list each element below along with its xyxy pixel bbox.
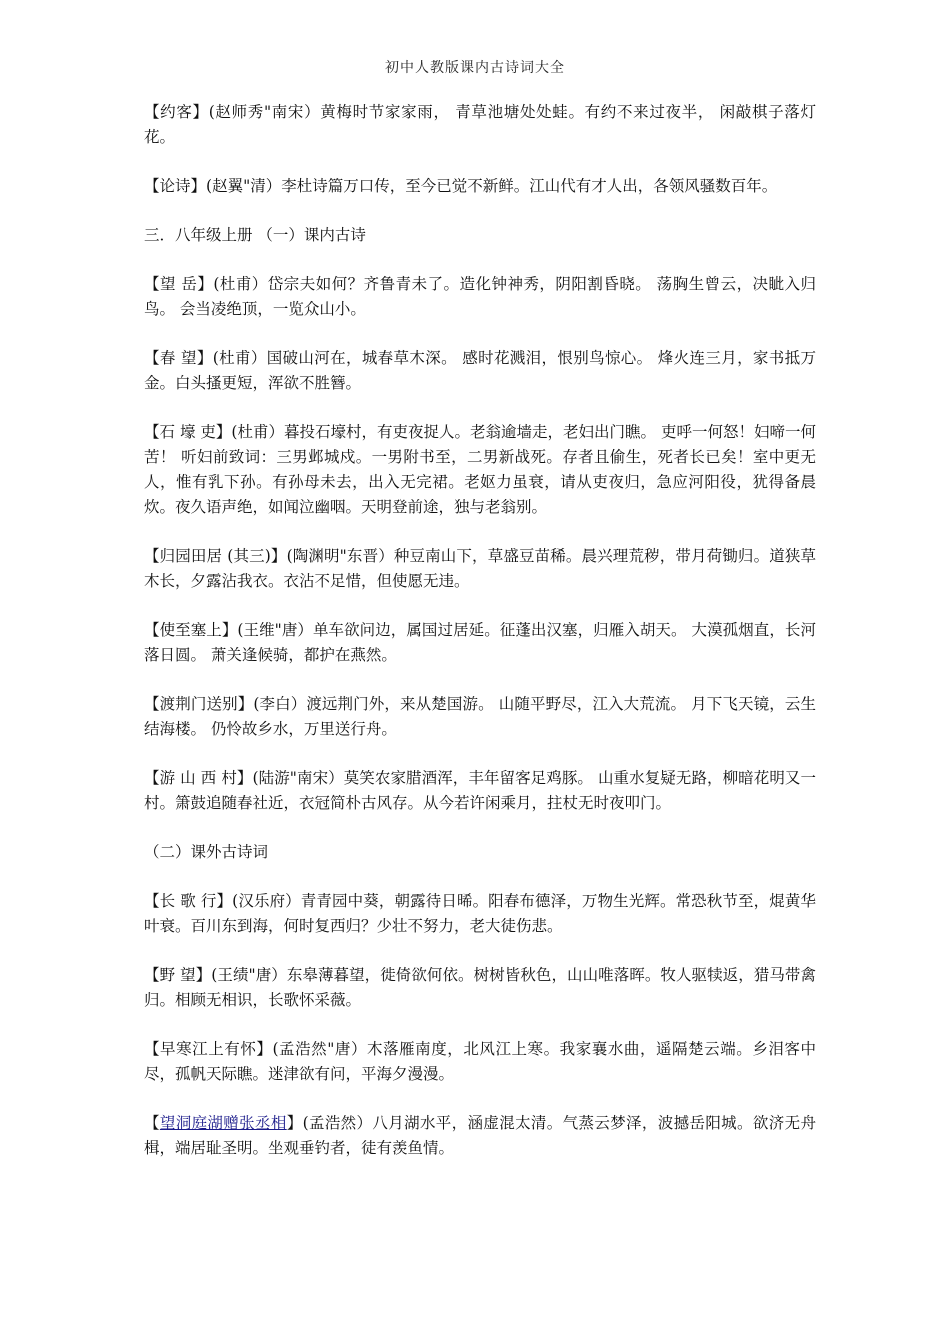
poem-wangyue <box>144 272 816 322</box>
poem-body: (王维"唐）单车欲问边，属国过居延。征蓬出汉塞，归雁入胡天。 大漠孤烟直，长河落日圆。 萧关逢候骑，都护在燕然。 <box>144 621 816 664</box>
poem-title: 【归园田居 (其三)】 <box>144 547 287 565</box>
poem-title: 【石 壕 吏】 <box>144 423 232 441</box>
poem-title: 【春 望】 <box>144 349 213 367</box>
poem-body: (王绩"唐）东皋薄暮望，徙倚欲何依。树树皆秋色，山山唯落晖。牧人驱犊返，猎马带禽归。相顾无相识，长歌怀采薇。 <box>144 966 816 1009</box>
poem-changgexing <box>144 889 816 939</box>
poem-body: (孟浩然）八月湖水平，涵虚混太清。气蒸云梦泽，波撼岳阳城。欲济无舟楫，端居耻圣明。坐观垂钓者，徒有羡鱼情。 <box>144 1114 816 1157</box>
poem-title: 【游 山 西 村】 <box>144 769 253 787</box>
poem-body: (陶渊明"东晋）种豆南山下，草盛豆苗稀。晨兴理荒秽，带月荷锄归。道狭草木长，夕露沾我衣。衣沾不足惜，但使愿无违。 <box>144 547 816 590</box>
poem-title: 【渡荆门送别】 <box>144 695 254 713</box>
poem-body: (赵翼"清）李杜诗篇万口传，至今已觉不新鲜。江山代有才人出，各领风骚数百年。 <box>206 177 778 195</box>
poem-chunwang <box>144 346 816 396</box>
poem-title: 【约客】 <box>144 103 209 121</box>
document-body <box>144 100 816 1185</box>
section-heading-grade8: 三．八年级上册 （一）课内古诗 <box>144 226 366 244</box>
poem-body: (杜甫）岱宗夫如何？齐鲁青未了。造化钟神秀，阴阳割昏晓。 荡胸生曾云，决眦入归鸟。 会当凌绝顶，一览众山小。 <box>144 275 816 318</box>
poem-yueke <box>144 100 816 150</box>
poem-body: (杜甫）国破山河在，城春草木深。 感时花溅泪，恨别鸟惊心。 烽火连三月，家书抵万金。白头搔更短，浑欲不胜簪。 <box>144 349 816 392</box>
poem-zaohanjiangshangyouhuai <box>144 1037 816 1087</box>
poem-youshanxicun <box>144 766 816 816</box>
poem-body: (汉乐府）青青园中葵，朝露待日晞。阳春布德泽，万物生光辉。常恐秋节至，焜黄华叶衰。百川东到海，何时复西归？少壮不努力，老大徒伤悲。 <box>144 892 816 935</box>
poem-body: (李白）渡远荆门外，来从楚国游。 山随平野尽，江入大荒流。 月下飞天镜，云生结海楼。 仍怜故乡水，万里送行舟。 <box>144 695 816 738</box>
poem-body: (孟浩然"唐）木落雁南度，北风江上寒。我家襄水曲，遥隔楚云端。乡泪客中尽，孤帆天际瞧。迷津欲有问，平海夕漫漫。 <box>144 1040 816 1083</box>
poem-body: (杜甫）暮投石壕村，有吏夜捉人。老翁逾墙走，老妇出门瞧。 吏呼一何怒！妇啼一何苦！ 听妇前致词：三男邺城戍。一男附书至，二男新战死。存者且偷生，死者长已矣！室中更无人，惟有乳下孙。有孙母未去，出入无完裙。老妪力虽衰，请从吏夜归，急应河阳役，犹得备晨炊。夜久语声绝，如闻泣幽咽。天明登前途，独与老翁别。 <box>144 423 816 516</box>
poem-title: 【长 歌 行】 <box>144 892 233 910</box>
poem-title: 【望 岳】 <box>144 275 214 293</box>
poem-title-bracket-close: 】 <box>286 1114 303 1132</box>
poem-title: 【论诗】 <box>144 177 207 195</box>
poem-title: 【使至塞上】 <box>144 621 238 639</box>
poem-guiyuantianju <box>144 544 816 594</box>
poem-lunshi <box>144 174 816 199</box>
poem-body: (赵师秀"南宋）黄梅时节家家雨， 青草池塘处处蛙。有约不来过夜半， 闲敲棋子落灯花。 <box>144 103 816 146</box>
poem-dujingmensongbie <box>144 692 816 742</box>
poem-title-bracket-open: 【 <box>144 1114 160 1132</box>
poem-body: (陆游"南宋）莫笑农家腊酒浑，丰年留客足鸡豚。 山重水复疑无路，柳暗花明又一村。箫鼓追随春社近，衣冠简朴古风存。从今若许闲乘月，拄杖无时夜叩门。 <box>144 769 816 812</box>
poem-shihaoli <box>144 420 816 520</box>
poem-title: 【野 望】 <box>144 966 212 984</box>
page-header: 初中人教版课内古诗词大全 <box>385 60 565 76</box>
poem-title: 【早寒江上有怀】 <box>144 1040 273 1058</box>
section-heading-extra: （二）课外古诗词 <box>144 843 269 861</box>
poem-wangdongtinghu <box>144 1111 816 1161</box>
poem-shizhisaishang <box>144 618 816 668</box>
poem-yewang <box>144 963 816 1013</box>
poem-title-link[interactable]: 望洞庭湖赠张丞相 <box>159 1114 287 1132</box>
